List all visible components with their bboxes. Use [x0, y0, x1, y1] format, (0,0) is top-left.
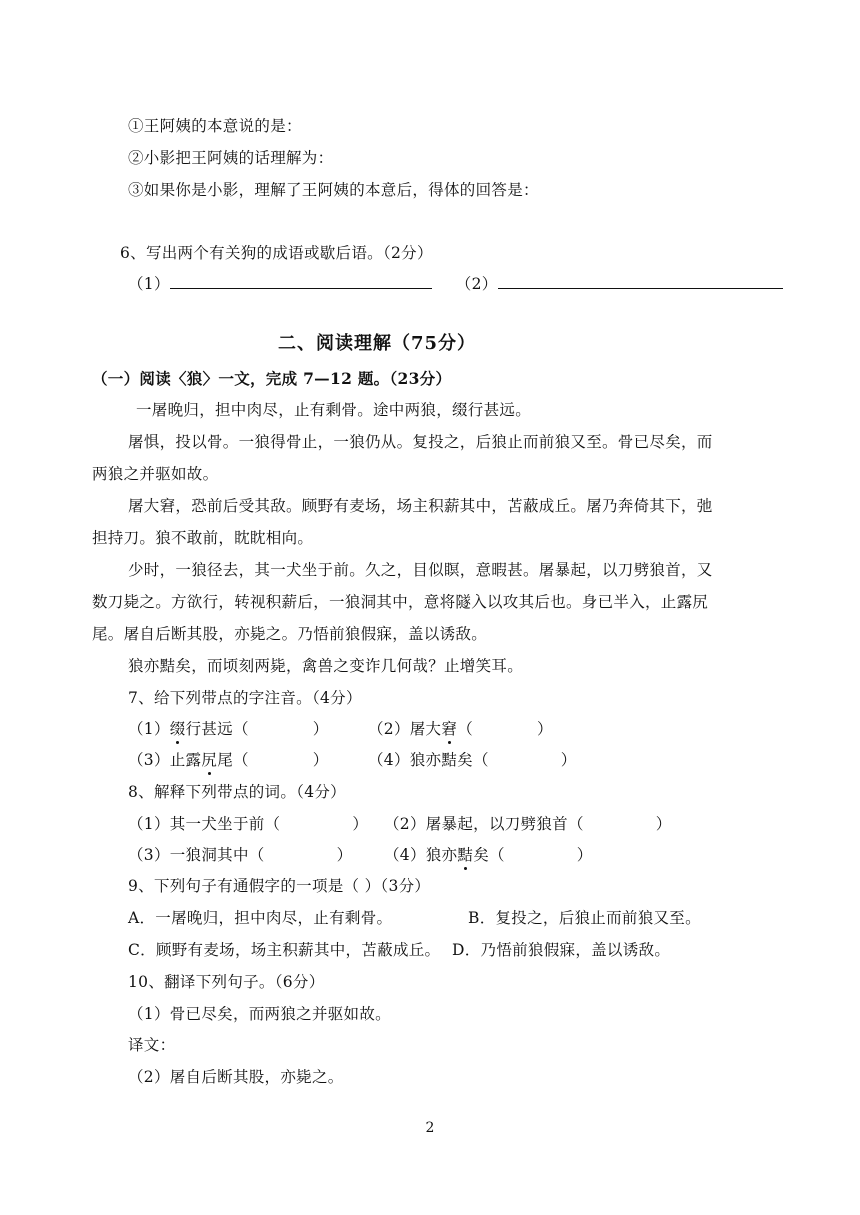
passage-line: 屠大窘，恐前后受其敌。顾野有麦场，场主积薪其中，苫蔽成丘。屠乃奔倚其下，弛: [128, 497, 713, 515]
q8-item-3: （3）一狼洞其中（ ）: [128, 846, 353, 864]
q7-item-4: （4）狼亦黠矣（ ）: [368, 751, 577, 769]
q7-item-1: （1）缀行甚远（ ）: [128, 720, 329, 738]
q10-translation-label: 译文：: [128, 1036, 176, 1054]
q9-option-a[interactable]: A．一屠晚归，担中肉尽，止有剩骨。: [128, 909, 393, 927]
q8-item-4: （4）狼亦黠矣（ ）: [384, 846, 593, 864]
part1-title: （一）阅读〈狼〉一文，完成 7—12 题。（23分）: [92, 369, 452, 388]
passage-line: 数刀毙之。方欲行，转视积薪后，一狼洞其中，意将隧入以攻其后也。身已半入，止露尻: [92, 593, 709, 611]
passage-line: 少时，一狼径去，其一犬坐于前。久之，目似瞑，意暇甚。屠暴起，以刀劈狼首，又: [128, 561, 713, 579]
q8-item-2: （2）屠暴起，以刀劈狼首（ ）: [384, 815, 672, 833]
q9-option-c[interactable]: C．顾野有麦场，场主积薪其中，苫蔽成丘。: [128, 941, 441, 959]
q10-sentence-1: （1）骨已尽矣，而两狼之并驱如故。: [128, 1005, 391, 1023]
q5-answer-3: ③如果你是小影，理解了王阿姨的本意后，得体的回答是：: [128, 181, 539, 199]
q9-option-b[interactable]: B．复投之，后狼止而前狼又至。: [468, 909, 701, 927]
q7-item-3: （3）止露尻尾（ ）: [128, 751, 329, 769]
q7-item-2: （2）屠大窘（ ）: [368, 720, 553, 738]
q9-option-d[interactable]: D．乃悟前狼假寐，盖以诱敌。: [452, 941, 671, 959]
passage-line: 担持刀。狼不敢前，眈眈相向。: [92, 529, 314, 547]
section2-title: 二、阅读理解（75分）: [278, 333, 477, 354]
q6-answer-line-2[interactable]: [498, 274, 783, 289]
q6-blank2-label: （2）: [455, 275, 498, 293]
q6-question: 6、写出两个有关狗的成语或歇后语。（2分）: [120, 244, 433, 262]
q5-answer-1: ①王阿姨的本意说的是：: [128, 117, 302, 135]
q10-sentence-2: （2）屠自后断其股，亦毙之。: [128, 1068, 344, 1086]
q6-blank1-label: （1）: [128, 275, 170, 293]
passage-line: 屠惧，投以骨。一狼得骨止，一狼仍从。复投之，后狼止而前狼又至。骨已尽矣，而: [128, 433, 713, 451]
q7-question: 7、给下列带点的字注音。（4分）: [128, 689, 362, 707]
q5-answer-2: ②小影把王阿姨的话理解为：: [128, 149, 334, 167]
passage-line: 一屠晚归，担中肉尽，止有剩骨。途中两狼，缀行甚远。: [136, 401, 532, 419]
q6-answer-line-1[interactable]: [170, 274, 432, 289]
q9-question: 9、下列句子有通假字的一项是（ ）（3分）: [128, 877, 431, 895]
q8-item-1: （1）其一犬坐于前（ ）: [128, 815, 369, 833]
passage-line: 尾。屠自后断其股，亦毙之。乃悟前狼假寐，盖以诱敌。: [92, 625, 488, 643]
q10-question: 10、翻译下列句子。（6分）: [128, 973, 325, 991]
passage-line: 两狼之并驱如故。: [92, 465, 219, 483]
page-number: 2: [425, 1120, 435, 1136]
q8-question: 8、解释下列带点的词。（4分）: [128, 783, 346, 801]
q6-blanks-row: [128, 274, 783, 294]
passage-line: 狼亦黠矣，而顷刻两毙，禽兽之变诈几何哉？止增笑耳。: [128, 657, 524, 675]
